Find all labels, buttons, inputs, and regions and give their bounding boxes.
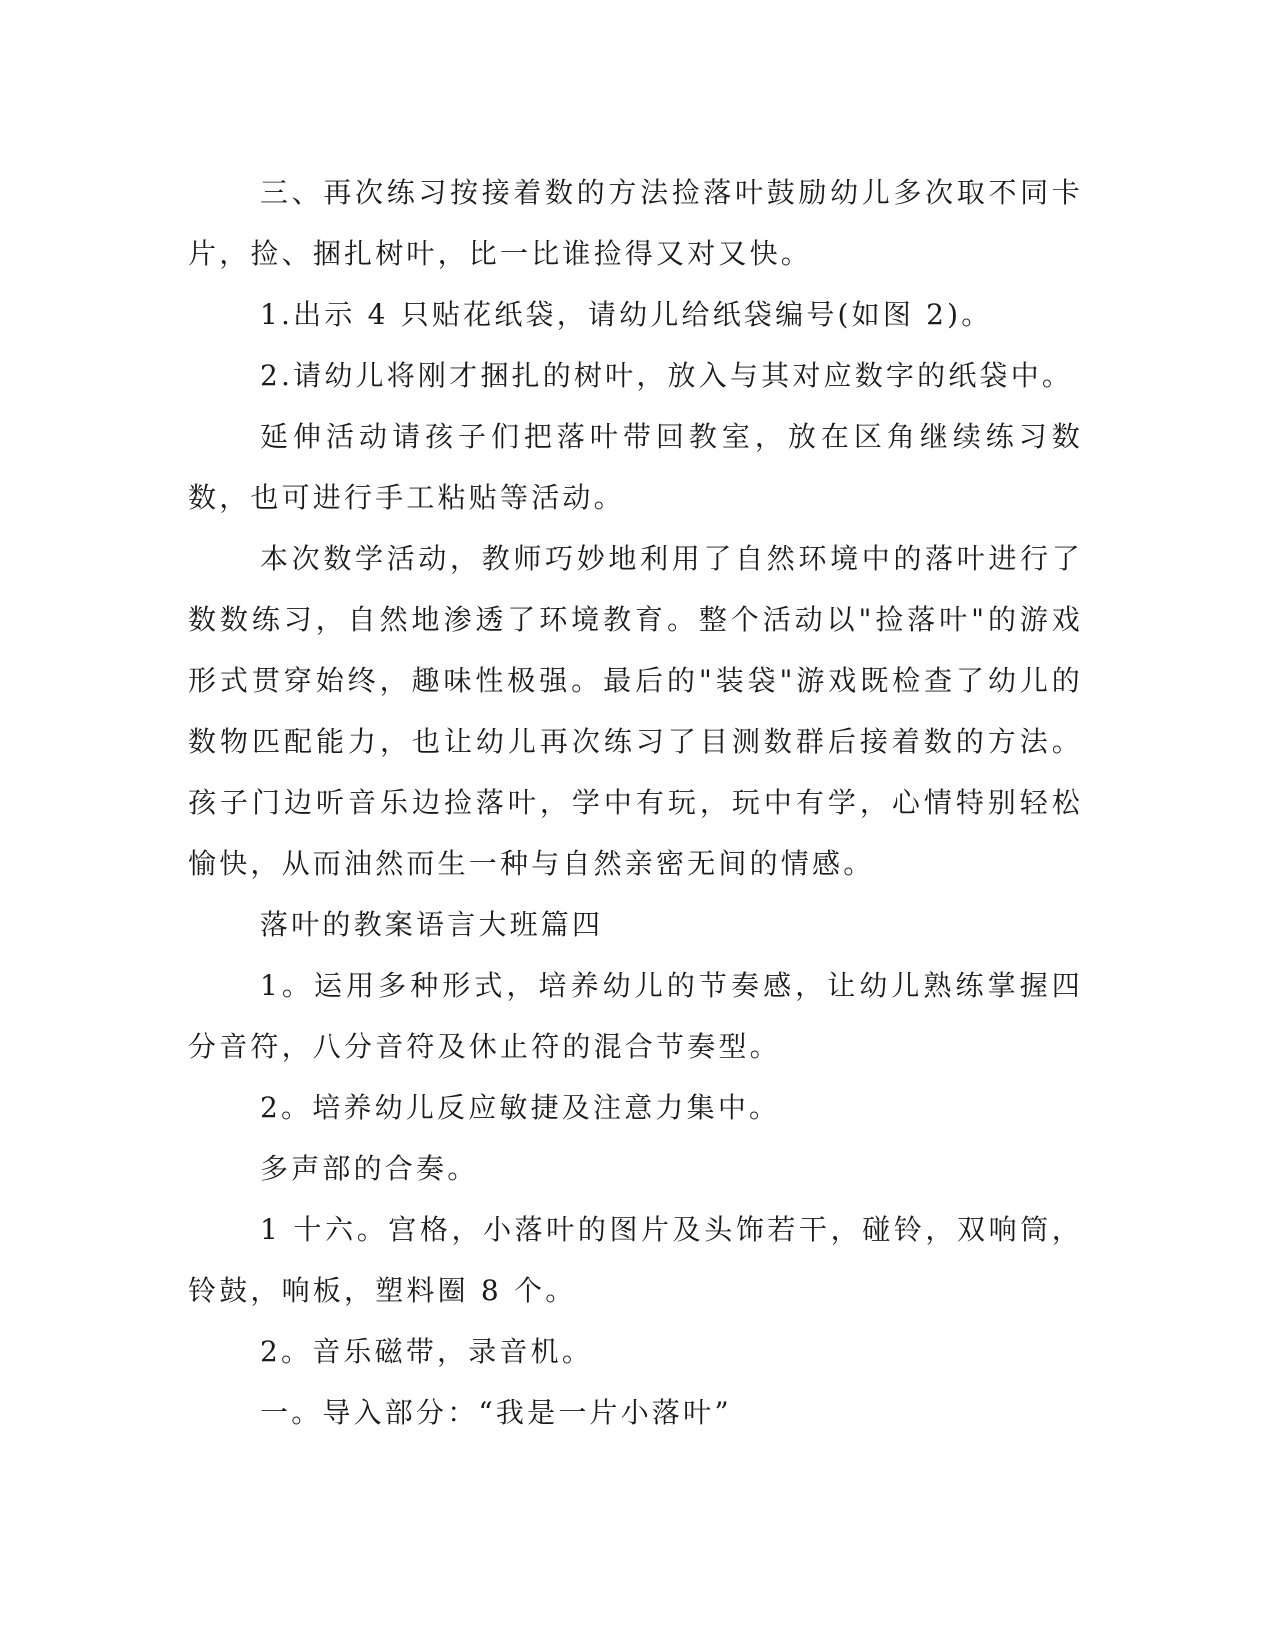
paragraph-intro-part: 一。导入部分：“我是一片小落叶” xyxy=(260,1396,732,1429)
document-body xyxy=(188,162,1083,1443)
paragraph-put-leaves: 2.请幼儿将刚才捆扎的树叶，放入与其对应数字的纸袋中。 xyxy=(260,359,1074,392)
paragraph-extension-activity: 延伸活动请孩子们把落叶带回教室，放在区角继续练习数数，也可进行手工粘贴等活动。 xyxy=(188,420,1083,514)
section-heading: 落叶的教案语言大班篇四 xyxy=(260,908,604,941)
paragraph-goal-one: 1。运用多种形式，培养幼儿的节奏感，让幼儿熟练掌握四分音符，八分音符及休止符的混合节奏型。 xyxy=(188,969,1083,1063)
paragraph-show-bags: 1.出示 4 只贴花纸袋，请幼儿给纸袋编号(如图 2)。 xyxy=(260,298,993,331)
paragraph-materials-one: 1 十六。宫格，小落叶的图片及头饰若干，碰铃，双响筒，铃鼓，响板，塑料圈 8 个。 xyxy=(188,1213,1083,1307)
paragraph-materials-two: 2。音乐磁带，录音机。 xyxy=(260,1335,594,1368)
paragraph-reflection: 本次数学活动，教师巧妙地利用了自然环境中的落叶进行了数数练习，自然地渗透了环境教育。整个活动以"捡落叶"的游戏形式贯穿始终，趣味性极强。最后的"装袋"游戏既检查了幼儿的数物匹配能力，也让幼儿再次练习了目测数群后接着数的方法。孩子门边听音乐边捡落叶，学中有玩，玩中有学，心情特别轻松愉快，从而油然而生一种与自然亲密无间的情感。 xyxy=(188,542,1083,880)
paragraph-key-point: 多声部的合奏。 xyxy=(260,1152,479,1185)
paragraph-goal-two: 2。培养幼儿反应敏捷及注意力集中。 xyxy=(260,1091,781,1124)
paragraph-step-three: 三、再次练习按接着数的方法捡落叶鼓励幼儿多次取不同卡片，捡、捆扎树叶，比一比谁捡得又对又快。 xyxy=(188,176,1083,270)
